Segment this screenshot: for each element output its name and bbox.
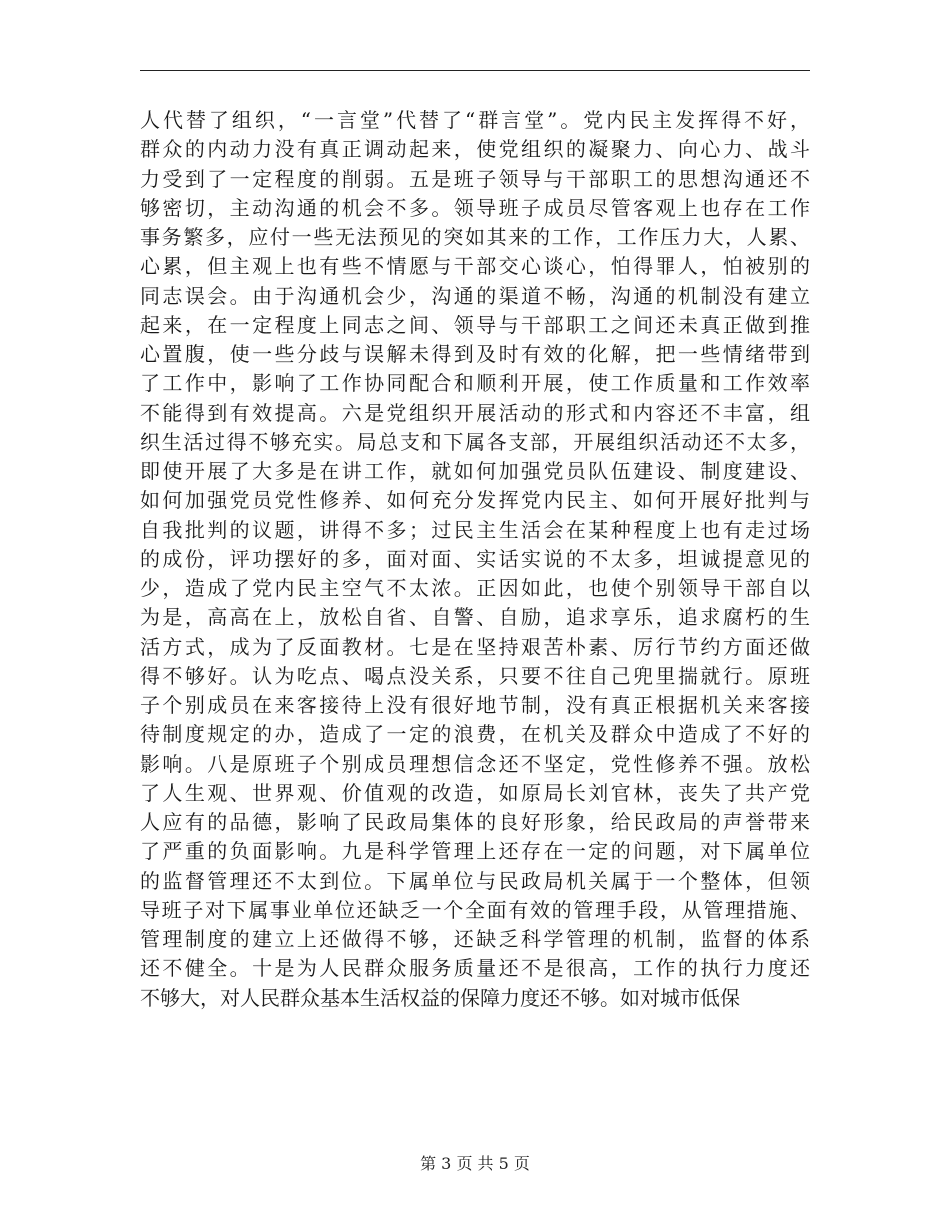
text-line: 不够大，对人民群众基本生活权益的保障力度还不够。如对城市低保 bbox=[140, 985, 740, 1010]
text-line: 待制度规定的办，造成了一定的浪费，在机关及群众中造成了不好的 bbox=[140, 722, 810, 747]
text-line: 的成份，评功摆好的多，面对面、实话实说的不太多，坦诚提意见的 bbox=[140, 546, 810, 571]
text-line: 群众的内动力没有真正调动起来，使党组织的凝聚力、向心力、战斗 bbox=[140, 137, 810, 162]
text-line: 心置腹，使一些分歧与误解未得到及时有效的化解，把一些情绪带到 bbox=[140, 342, 810, 366]
text-line: 起来，在一定程度上同志之间、领导与干部职工之间还未真正做到推 bbox=[140, 312, 810, 337]
text-line: 力受到了一定程度的削弱。五是班子领导与干部职工的思想沟通还不 bbox=[140, 166, 810, 191]
text-line: 为是，高高在上，放松自省、自警、自励，追求享乐，追求腐朽的生 bbox=[140, 605, 810, 630]
text-line: 了工作中，影响了工作协同配合和顺利开展，使工作质量和工作效率 bbox=[140, 371, 810, 396]
text-line: 还不健全。十是为人民群众服务质量还不是很高，工作的执行力度还 bbox=[140, 956, 810, 981]
text-line: 了严重的负面影响。九是科学管理上还存在一定的问题，对下属单位 bbox=[140, 839, 810, 864]
text-line: 如何加强党员党性修养、如何充分发挥党内民主、如何开展好批判与 bbox=[140, 488, 810, 513]
text-line: 子个别成员在来客接待上没有很好地节制，没有真正根据机关来客接 bbox=[140, 693, 810, 717]
text-line: 事务繁多，应付一些无法预见的突如其来的工作，工作压力大，人累、 bbox=[140, 225, 810, 249]
text-line: 了人生观、世界观、价值观的改造，如原局长刘官林，丧失了共产党 bbox=[140, 780, 810, 805]
text-line: 影响。八是原班子个别成员理想信念还不坚定，党性修养不强。放松 bbox=[140, 751, 810, 776]
text-line: 导班子对下属事业单位还缺乏一个全面有效的管理手段，从管理措施、 bbox=[140, 897, 810, 922]
text-line: 即使开展了大多是在讲工作，就如何加强党员队伍建设、制度建设、 bbox=[140, 459, 810, 483]
header-rule bbox=[140, 70, 810, 71]
text-line: 活方式，成为了反面教材。七是在坚持艰苦朴素、厉行节约方面还做 bbox=[140, 634, 810, 659]
text-line: 少，造成了党内民主空气不太浓。正因如此，也使个别领导干部自以 bbox=[140, 576, 810, 600]
text-line: 自我批判的议题，讲得不多；过民主生活会在某种程度上也有走过场 bbox=[140, 517, 810, 542]
text-line: 的监督管理还不太到位。下属单位与民政局机关属于一个整体，但领 bbox=[140, 868, 810, 893]
text-line: 够密切，主动沟通的机会不多。领导班子成员尽管客观上也存在工作 bbox=[140, 195, 810, 220]
text-line: 管理制度的建立上还做得不够，还缺乏科学管理的机制，监督的体系 bbox=[140, 927, 810, 951]
text-line: 人代替了组织，“一言堂”代替了“群言堂”。党内民主发挥得不好， bbox=[140, 108, 810, 132]
body-text bbox=[140, 106, 810, 1013]
text-line: 得不够好。认为吃点、喝点没关系，只要不往自己兜里揣就行。原班 bbox=[140, 663, 810, 688]
text-line: 不能得到有效提高。六是党组织开展活动的形式和内容还不丰富，组 bbox=[140, 400, 810, 425]
text-line: 人应有的品德，影响了民政局集体的良好形象，给民政局的声誉带来 bbox=[140, 810, 810, 834]
text-line: 同志误会。由于沟通机会少，沟通的渠道不畅，沟通的机制没有建立 bbox=[140, 283, 810, 308]
text-line: 织生活过得不够充实。局总支和下属各支部，开展组织活动还不太多， bbox=[140, 429, 810, 454]
page-number: 第 3 页 共 5 页 bbox=[420, 1154, 530, 1173]
text-line: 心累，但主观上也有些不情愿与干部交心谈心，怕得罪人，怕被别的 bbox=[140, 254, 810, 279]
